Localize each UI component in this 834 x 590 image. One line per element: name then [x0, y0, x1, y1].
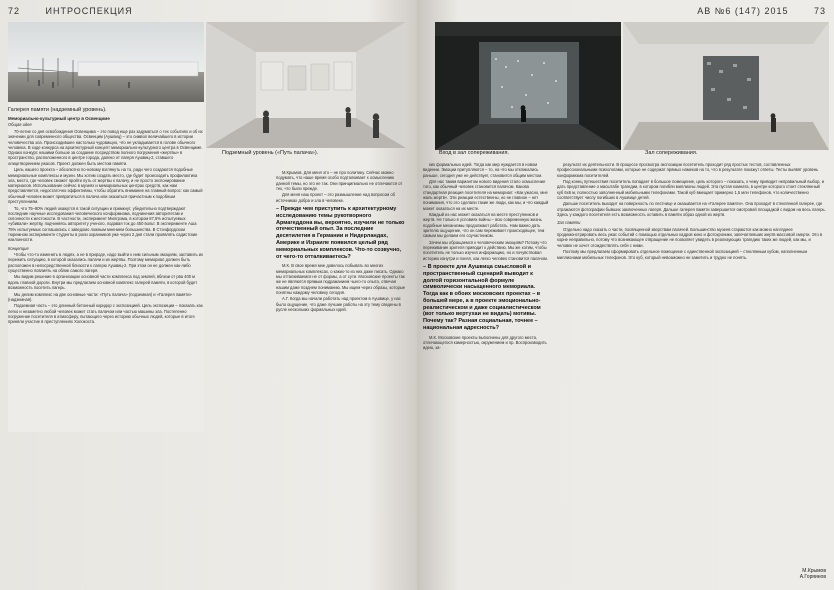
paragraph: Мы видим решение в организации основной части комплекса под землей, вблизи от рва 400 м вдоль главной дороги. Внутри мы предлагаем основной комплекс галерей памяти, в которой будет возможность посетить лагерь. [8, 274, 198, 291]
paragraph: Для нас таким вариантом нового видения стало осмысление того, как обычный человек становится палачом. Какова стандартная реакция посетителя на мемориал: «Как ужасно, мне жаль жертв». Эти реакции естественны, но не главное – нет понимания, что это сделали такие же люди, как мы, и что каждый может оказаться на их месте. [423, 179, 549, 211]
right-column-1 [423, 162, 551, 586]
paragraph: Цель нашего проекта – абсолютно по-новому взглянуть на то, ради чего создаются подобные мемориальные комплексы и музеи. Мы хотим создать место, где будет происходить профилактика зла, место, где человек сможет пройти путь от жертвы к палачу, и не просто экспонирование материалов. Использование сейчас в музеях и мемориальных центрах средств, как нам представляется, недостаточно эффективны, чтобы обратить внимание на главный вопрос: как самый обычный человек может превратиться в палача или оказаться причастным к подобным преступлениям. [8, 167, 203, 205]
underground-render [206, 22, 406, 148]
paragraph: Отдельно надо сказать о части, посвященной зверствам палачей. Большинство музеев стараются как можно нагляднее продемонстрировать весь ужас событий с помощью отдельных кадров кино и фотохроники, запечатлевших жертв массовой смерти. Это в корне неправильно, потому что возникающее отвращение не позволяет увидеть в реализующих трагедию таких же людей, как мы, и человек не хочет отождествлять себя с ними. [557, 226, 823, 248]
memory-hall-label: Зал памяти [557, 220, 581, 226]
paragraph: То, что 75–80% людей окажутся в такой ситуации и примкнут, убедительно подтверждают последние научные исследования человеческого конформизма, подчинения авторитетам и склонности к жестокости. В частности, эксперимент Милгрэма, в котором 87,5% испытуемых «убивали» жертву, подчиняясь авторитету ученого, подавая ток до 450 вольт. В эксперименте Аша 75% испытуемых соглашались с заведомо ложным мнением большинства. В Стэнфордском тюремном эксперименте студенты в роли охранников уже через 2 дня стали проявлять садистские наклонности. [8, 205, 198, 243]
left-header [8, 6, 133, 16]
right-page-number: 73 [813, 6, 826, 16]
entrance-render [435, 22, 621, 150]
left-column-1 [8, 116, 204, 586]
entrance-photo [435, 22, 621, 150]
left-column-2 [276, 170, 406, 586]
interview-question-2: – В проекте для Аушвица смысловой и пространственный сценарий выводит к долгой горизонтальной формуле символически насыщенного мемориала. Тогда как в обоих московских проектах – в большей мере, а в проекте эмоционально-реалистическом и даже социалистическом (вот только вертухаи не видать) мотивы. Почему так? Разная социальная, точнее – национальная адресность? [423, 263, 541, 332]
caption-underground: Подземный уровень («Путь палача»). [222, 150, 319, 156]
paragraph: результат их деятельности. В процессе просмотра экспозиции посетитель проходит ряд простых тестов, составленных профессиональными психологами, которые не содержат прямых намеков на то, что в результате покажут ответы. Тесты выявят уровень конформизма посетителей. [557, 162, 819, 178]
left-page-number: 72 [8, 6, 21, 16]
paragraph: М.К. В свое время мне довелось побывать во многих мемориальных комплексах, о каких-то из них даже писать. Однако мы отталкиваемся не от формы, а от сути. Московские проекты так же не являются прямым подражанием чьего-то опыта, отвечая нашим даже позднем пониманию. Мы ищем через образы, которые понятны каждому человеку сегодня. [276, 263, 406, 295]
paragraph: Каждый из нас может оказаться на месте преступников и жертв. Не только в условиях войны – всю современную жизнь подобные механизмы продолжают работать. Нам важно дать зрителю ощущение, что он сам переживает происходящее, тем самым мы делаем его соучастником. [423, 212, 545, 239]
authors-signature [800, 568, 826, 580]
paragraph: Подземная часть – это длинный бетонный коридор с экспозицией. Цель экспозиции – показать как легко и незаметно любой человек может стать палачом или частью машины зла. Постепенно погружение посетителя в атмосферу, пытающего через историю обычных людей, которые в итоге приняли участие в преступлениях Холокоста. [8, 303, 203, 325]
right-column-2 [557, 162, 827, 562]
caption-hall: Зал сопереживания. [645, 150, 698, 156]
right-page [417, 0, 834, 590]
paragraph: ких формальных идей. Тогда как мир нуждается в новом видении. Эмоции притупляются – то, на что мы откликались раньше, сегодня уже не действует, становится общим местом. [423, 162, 543, 178]
interview-question-1: – Прежде чем приступить к архитектурному исследованию темы рукотворного Армагеддона вы, вероятно, изучили не только отечественный опыт. За последние десятилетия в Германии и Нидерландах, Америке и Израиле появился целый ряд мемориальных комплексов. Что-то созвучно, от чего-то отталкиваетесь? [276, 205, 405, 260]
general-idea-label: Общая идея [8, 122, 32, 128]
paragraph: А.Г. Когда мы начали работать над проектом в Аушвице, у нас было ощущение, что даже лучшие работы на эту тему сведены в русле нескольких формальных идей. [276, 296, 401, 312]
paragraph: Для меня наш проект – это размышление над вопросом об источниках добра и зла в человеке. [276, 192, 395, 203]
section-title: ИНТРОСПЕКЦИЯ [45, 6, 133, 16]
paragraph: Мы делим комплекс на две основные части: «Путь палача» (подземная) и «Галерея памяти» (надземная). [8, 291, 192, 302]
author-1: М.Крымов [802, 568, 826, 574]
paragraph: Дальше посетитель выходит на поверхность по лестнице и оказывается на «Галерее памяти». Она проходит в стеклянной галерее, где отражаются фотографии бывших заключенных лагеря. Дальше галерея памяти завершается смотровой площадкой с видом на весь лагерь. Здесь у каждого посетителя есть возможность оставить в памяти образ одной из жертв. [557, 201, 826, 218]
paragraph: 70-летие со дня освобождения Освенцима – это повод еще раз задуматься о тех событиях и об их значении для современного общества. Освенцим (Аушвиц) – это символ величайшего в истории человечества зла. Происходившее настолько чудовищно, что не укладывается в голове обычного человека. В ходе конкурса на архитектурный концепт мемориально-культурного центра в Освенциме. Однако конкурс нашими больше за создание посредством полного погружения «жертвы» в пространство, расположенного в центре города, далеко от лагеря Аушвиц-2, ставшего олицетворением ужасов. Проект должен быть местом памяти. [8, 128, 203, 166]
concept-label: Концепция [8, 245, 29, 251]
paragraph: М.К. Московские проекты выполнены для другого места, отличающегося камерностью, окружением и пр. Воспроизводить идею, за- [423, 334, 547, 351]
caption-entrance: Вход в зал сопереживания. [439, 150, 509, 156]
paragraph: Чтобы что-то изменить в людях, а не в природе, надо выйти к ним сильным эмоциям, заставить их пережить ситуацию, в которой оказались палачи и их жертвы. Поэтому мемориал должен быть расположен в непосредственной близости к лагерю Аушвиц-2. При этом он не должен как-либо существенно повлиять на облик самого лагеря. [8, 252, 204, 273]
underground-photo [206, 22, 406, 148]
paragraph: Зачем мы обращаемся к человеческим эмоциям? Потому что переживание зрителя приводит к действию. Мы же хотим, чтобы посетитель не только изучил информацию, но и почувствовал историю изнутри и понял, как легко человек становится палачом. [423, 239, 548, 261]
article-title: Мемориально-культурный центр в Освенциме [8, 116, 110, 121]
author-2: А.Горяинов [799, 574, 826, 580]
caption-gallery: Галерея памяти (надземный уровень). [8, 107, 107, 113]
paragraph: М.Крымов. Для меня это – не про политику. Сейчас можно подумать, что наше время особо подталкивает к осмыслению данной темы, но это не так. Они принципиально не отличаются от тех, что были прежде. [276, 170, 403, 191]
right-header [697, 6, 826, 16]
paragraph: Поэтому мы предлагаем сформировать отдельное помещение с единственной экспозицией – стеклянным кубом, наполненным миллионами мобильных телефонов. Это куб, который невозможно не заметить и трудно не понять. [557, 249, 808, 260]
hall-render [623, 22, 829, 150]
hall-photo [623, 22, 829, 150]
journal-issue: АВ №6 (147) 2015 [697, 6, 789, 16]
paragraph: Под конец путешествия посетитель попадает в большое помещение, цель которого – показать, к чему приводит неправильный выбор, и дать представление о масштабе трагедии, в котором погибли миллионы людей. Эта пустая комната, в центре которого стоит стеклянный куб 6х6 м, полностью заполненный мобильными телефонами. Такой куб вмещает примерно 1,5 млн телефонов, что количественно соответствует числу погибших в Аушвице детей. [557, 179, 824, 200]
